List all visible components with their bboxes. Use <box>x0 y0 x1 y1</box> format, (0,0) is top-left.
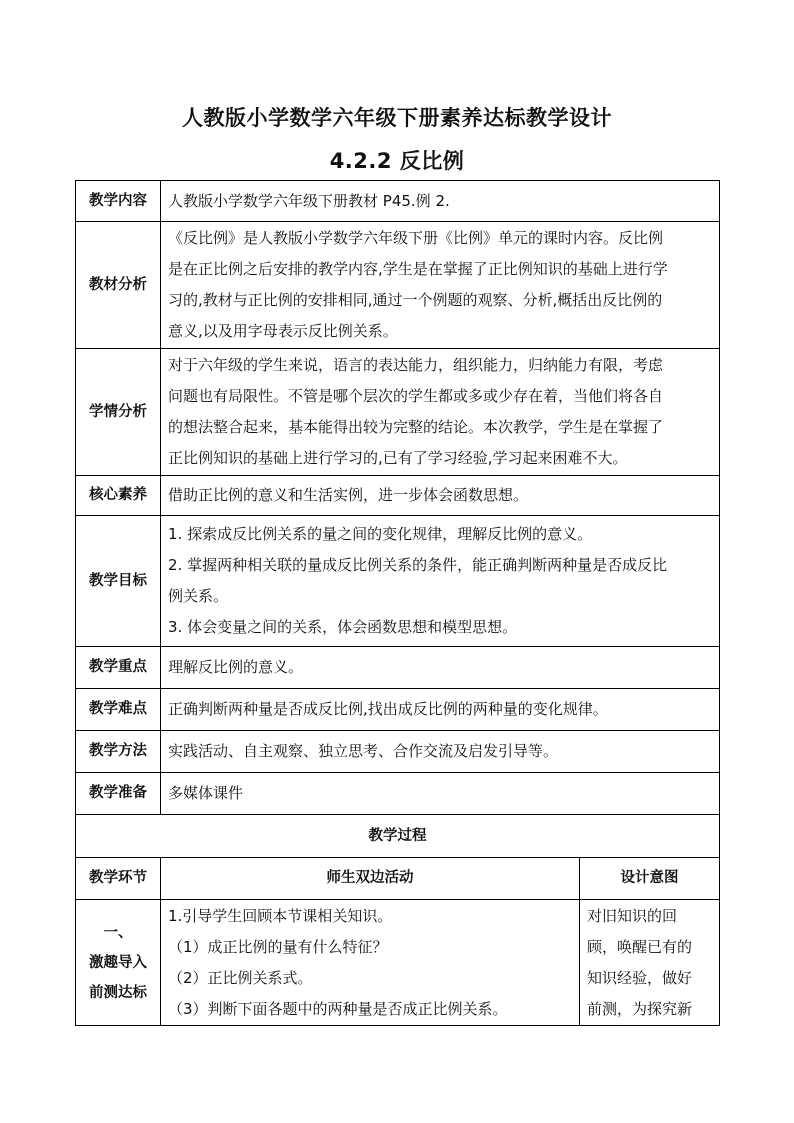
lesson-title: 4.2.2 反比例 <box>329 149 465 173</box>
row-content <box>76 181 720 222</box>
goals-line: 1. 探索成反比例关系的量之间的变化规律，理解反比例的意义。 <box>168 525 593 543</box>
intent-line: 顾，唤醒已有的 <box>587 937 693 956</box>
value-prep: 多媒体课件 <box>161 773 720 815</box>
material-line: 意义,以及用字母表示反比例关系。 <box>168 322 398 340</box>
row-goals <box>76 516 720 647</box>
material-line: 习的,教材与正比例的安排相同,通过一个例题的观察、分析,概括出反比例的 <box>168 291 663 309</box>
stage-1-label <box>76 900 161 1026</box>
row-process-columns <box>76 858 720 900</box>
intent-line: 对旧知识的回 <box>587 906 678 925</box>
label-focus: 教学重点 <box>76 647 161 689</box>
material-line: 是在正比例之后安排的教学内容,学生是在掌握了正比例知识的基础上进行学 <box>168 260 668 278</box>
value-difficulty: 正确判断两种量是否成反比例,找出成反比例的两种量的变化规律。 <box>161 689 720 731</box>
activity-line: （2）正比例关系式。 <box>168 968 313 987</box>
activity-line: （3）判断下面各题中的两种量是否成正比例关系。 <box>168 999 508 1018</box>
goals-line: 例关系。 <box>168 587 229 605</box>
label-material: 教材分析 <box>76 222 161 349</box>
label-literacy: 核心素养 <box>76 476 161 516</box>
row-focus <box>76 647 720 689</box>
row-process-header <box>76 815 720 858</box>
stage-line: 前测达标 <box>89 984 147 1001</box>
label-content: 教学内容 <box>76 181 161 222</box>
stage-line: 一、 <box>103 924 133 941</box>
value-literacy: 借助正比例的意义和生活实例，进一步体会函数思想。 <box>161 476 720 516</box>
students-line: 正比例知识的基础上进行学习的,已有了学习经验,学习起来困难不大。 <box>168 449 628 467</box>
students-line: 的想法整合起来，基本能得出较为完整的结论。本次教学，学生是在掌握了 <box>168 418 664 436</box>
activity-line: （1）成正比例的量有什么特征？ <box>168 937 388 956</box>
value-students <box>161 349 720 476</box>
stage-1-activities <box>161 900 580 1026</box>
label-students: 学情分析 <box>76 349 161 476</box>
col-intent: 设计意图 <box>580 858 720 900</box>
value-focus: 理解反比例的意义。 <box>161 647 720 689</box>
row-method <box>76 731 720 773</box>
value-material <box>161 222 720 349</box>
label-prep: 教学准备 <box>76 773 161 815</box>
value-method: 实践活动、自主观察、独立思考、合作交流及启发引导等。 <box>161 731 720 773</box>
label-difficulty: 教学难点 <box>76 689 161 731</box>
value-goals <box>161 516 720 647</box>
label-goals: 教学目标 <box>76 516 161 647</box>
material-line: 《反比例》是人教版小学数学六年级下册《比例》单元的课时内容。反比例 <box>168 229 664 247</box>
label-method: 教学方法 <box>76 731 161 773</box>
row-prep <box>76 773 720 815</box>
process-header: 教学过程 <box>76 815 720 858</box>
students-line: 对于六年级的学生来说，语言的表达能力，组织能力，归纳能力有限，考虑 <box>168 356 664 374</box>
students-line: 问题也有局限性。不管是哪个层次的学生都或多或少存在着，当他们将各自 <box>168 387 664 405</box>
lesson-plan-table <box>75 180 720 1026</box>
activity-line: 1.引导学生回顾本节课相关知识。 <box>168 906 393 925</box>
stage-line: 激趣导入 <box>89 954 147 971</box>
col-activity: 师生双边活动 <box>161 858 580 900</box>
goals-line: 2. 掌握两种相关联的量成反比例关系的条件，能正确判断两种量是否成反比 <box>168 556 668 574</box>
row-difficulty <box>76 689 720 731</box>
intent-line: 知识经验，做好 <box>587 968 693 987</box>
row-students <box>76 349 720 476</box>
stage-1-intent <box>580 900 720 1026</box>
row-literacy <box>76 476 720 516</box>
goals-line: 3. 体会变量之间的关系，体会函数思想和模型思想。 <box>168 618 518 636</box>
col-stage: 教学环节 <box>76 858 161 900</box>
document-title: 人教版小学数学六年级下册素养达标教学设计 <box>182 106 612 130</box>
row-stage-1 <box>76 900 720 1026</box>
row-material <box>76 222 720 349</box>
value-content: 人教版小学数学六年级下册教材 P45.例 2. <box>161 181 720 222</box>
intent-line: 前测，为探究新 <box>587 999 693 1018</box>
